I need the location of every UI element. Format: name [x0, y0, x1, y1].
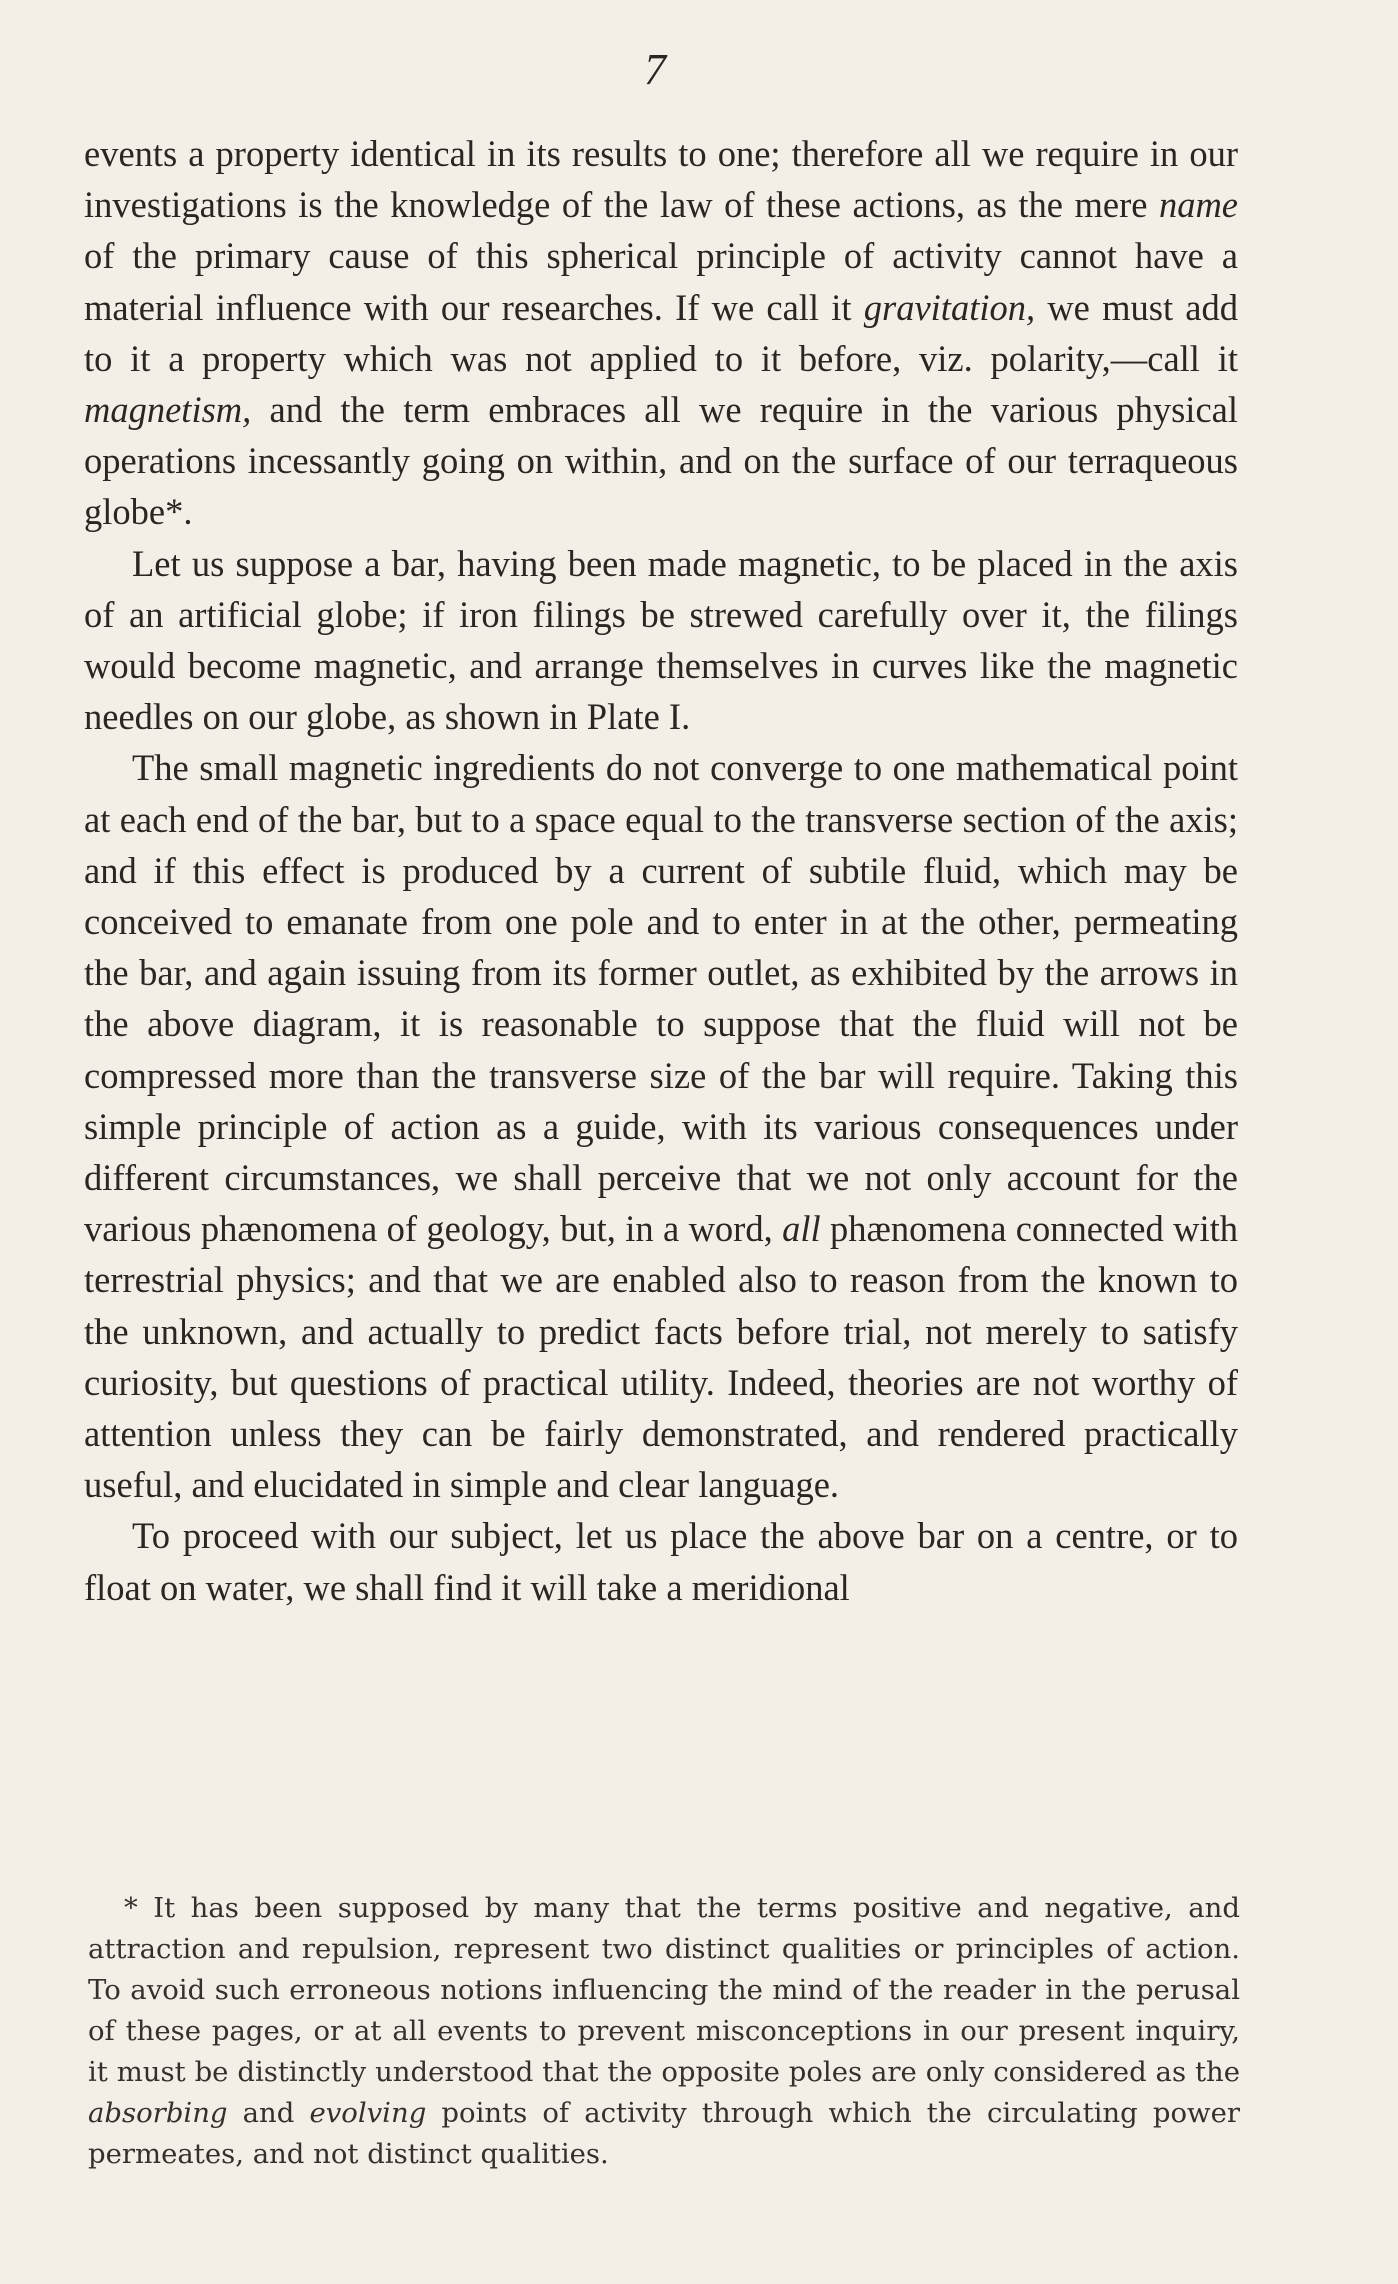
- text-run: and the term embraces all we require in the various physical operations incessantly going on within, and on the surface of our terraqueous globe: [84, 389, 1238, 533]
- italic-term-name: name: [1158, 184, 1238, 226]
- text-run: and: [227, 2097, 310, 2129]
- italic-term-absorbing: absorbing: [88, 2097, 228, 2129]
- italic-term-all: all: [782, 1208, 821, 1250]
- footnote: [88, 1888, 1240, 2175]
- text-run: phænomena connected with terrestrial physics; and that we are enabled also to reason from the known to the unknown, and actually to predict facts before trial, not merely to satisfy curiosity, but questions of practical utility. Indeed, theories are not worthy of attention unless they can be fairly demonstrated, and rendered practically useful, and elucidated in simple and clear language.: [84, 1208, 1238, 1506]
- text-run: points of activity through which the circulating power permeates, and not distinct qualities.: [88, 2097, 1240, 2170]
- text-run: * It has been supposed by many that the terms positive and negative, and attraction and repulsion, represent two distinct qualities or principles of action. To avoid such erroneous notions influencing the mind of the reader in the perusal of these pages, or at all events to prevent misconceptions in our present inquiry, it must be distinctly understood that the opposite poles are only considered as the: [88, 1892, 1240, 2088]
- paragraph-4: To proceed with our subject, let us place the above bar on a centre, or to float on water, we shall find it will take a meridional: [84, 1515, 1238, 1608]
- text-run: The small magnetic ingredients do not converge to one mathematical point at each end of the bar, but to a space equal to the transverse section of the axis; and if this effect is produced by a current of subtile fluid, which may be conceived to emanate from one pole and to enter in at the other, permeating the bar, and again issuing from its former outlet, as exhibited by the arrows in the above diagram, it is reasonable to suppose that the fluid will not be compressed more than the transverse size of the bar will require. Taking this simple principle of action as a guide, with its various consequences under different circumstances, we shall perceive that we not only account for the various phænomena of geology, but, in a word,: [84, 747, 1238, 1250]
- footnote-paragraph: [88, 1888, 1240, 2175]
- body-text: [84, 128, 1238, 1613]
- paragraph-1: [84, 128, 1238, 538]
- italic-term-magnetism: magnetism,: [84, 389, 252, 431]
- page-number: 7: [644, 45, 666, 94]
- paragraph-3: [84, 742, 1238, 1510]
- text-run: of the primary cause of this spherical principle of activity cannot have a material influence with our researches. If we call it: [84, 235, 1238, 328]
- italic-term-gravitation: gravitation,: [863, 286, 1036, 328]
- text-run: events a property identical in its results to one; therefore all we require in our investigations is the knowledge of the law of these actions, as the mere: [84, 133, 1238, 226]
- italic-term-evolving: evolving: [309, 2097, 427, 2129]
- footnote-reference: *.: [165, 491, 193, 533]
- text-run: we must add to it a property which was not applied to it before, viz. polarity,—call it: [84, 286, 1238, 379]
- paragraph-2: Let us suppose a bar, having been made magnetic, to be placed in the axis of an artificial globe; if iron filings be strewed carefully over it, the filings would become magnetic, and arrange themselves in curves like the magnetic needles on our globe, as shown in Plate I.: [84, 542, 1238, 738]
